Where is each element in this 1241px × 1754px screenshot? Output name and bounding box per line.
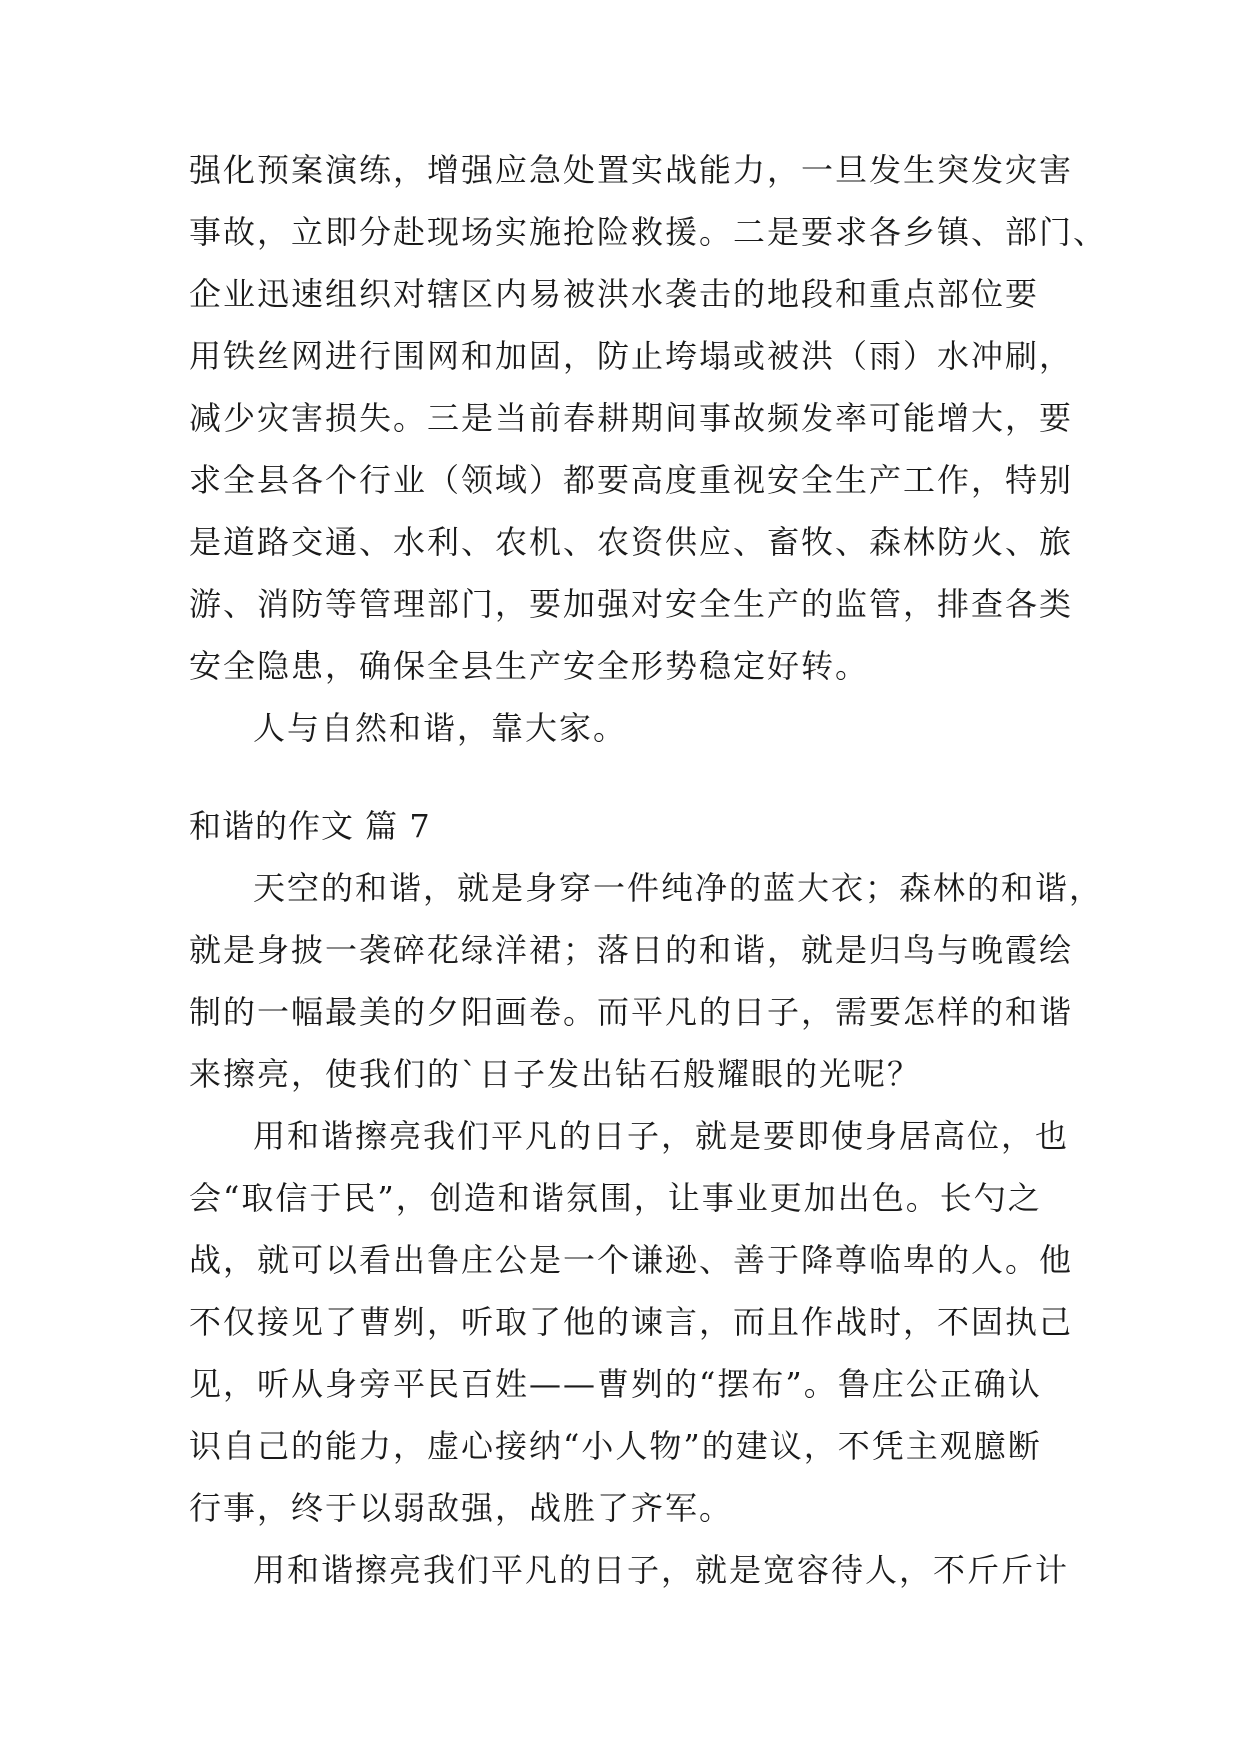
text-line: 事故，立即分赴现场实施抢险救援。二是要求各乡镇、部门、 [189, 213, 1108, 251]
text-line: 制的一幅最美的夕阳画卷。而平凡的日子，需要怎样的和谐 [189, 993, 1074, 1031]
text-line: 强化预案演练，增强应急处置实战能力，一旦发生突发灾害 [189, 151, 1074, 189]
text-line: 是道路交通、水利、农机、农资供应、畜牧、森林防火、旅 [189, 523, 1074, 561]
text-line: 用铁丝网进行围网和加固，防止垮塌或被洪（雨）水冲刷， [189, 337, 1074, 375]
text-line: 战，就可以看出鲁庄公是一个谦逊、善于降尊临卑的人。他 [189, 1241, 1074, 1279]
text-line: 游、消防等管理部门，要加强对安全生产的监管，排查各类 [189, 585, 1074, 623]
text-line: 会“取信于民”，创造和谐氛围，让事业更加出色。长勺之 [189, 1179, 1042, 1217]
text-line: 行事，终于以弱敌强，战胜了齐军。 [189, 1489, 734, 1527]
text-line: 不仅接见了曹刿，听取了他的谏言，而且作战时，不固执己 [189, 1303, 1074, 1341]
paragraph-first-line: 人与自然和谐，靠大家。 [253, 709, 628, 747]
text-line: 来擦亮，使我们的`日子发出钻石般耀眼的光呢？ [189, 1055, 922, 1093]
paragraph-first-line: 用和谐擦亮我们平凡的日子，就是要即使身居高位，也 [253, 1117, 1070, 1155]
text-line: 安全隐患，确保全县生产安全形势稳定好转。 [189, 647, 870, 685]
text-line: 企业迅速组织对辖区内易被洪水袭击的地段和重点部位要 [189, 275, 1040, 313]
text-line: 见，听从身旁平民百姓——曹刿的“摆布”。鲁庄公正确认 [189, 1365, 1042, 1403]
text-line: 就是身披一袭碎花绿洋裙；落日的和谐，就是归鸟与晚霞绘 [189, 931, 1074, 969]
text-line: 减少灾害损失。三是当前春耕期间事故频发率可能增大，要 [189, 399, 1074, 437]
text-line: 求全县各个行业（领域）都要高度重视安全生产工作，特别 [189, 461, 1074, 499]
paragraph-first-line: 天空的和谐，就是身穿一件纯净的蓝大衣；森林的和谐， [253, 869, 1104, 907]
text-line: 识自己的能力，虚心接纳“小人物”的建议，不凭主观臆断 [189, 1427, 1042, 1465]
section-heading: 和谐的作文 篇 7 [189, 807, 431, 845]
paragraph-first-line: 用和谐擦亮我们平凡的日子，就是宽容待人，不斤斤计 [253, 1551, 1070, 1589]
